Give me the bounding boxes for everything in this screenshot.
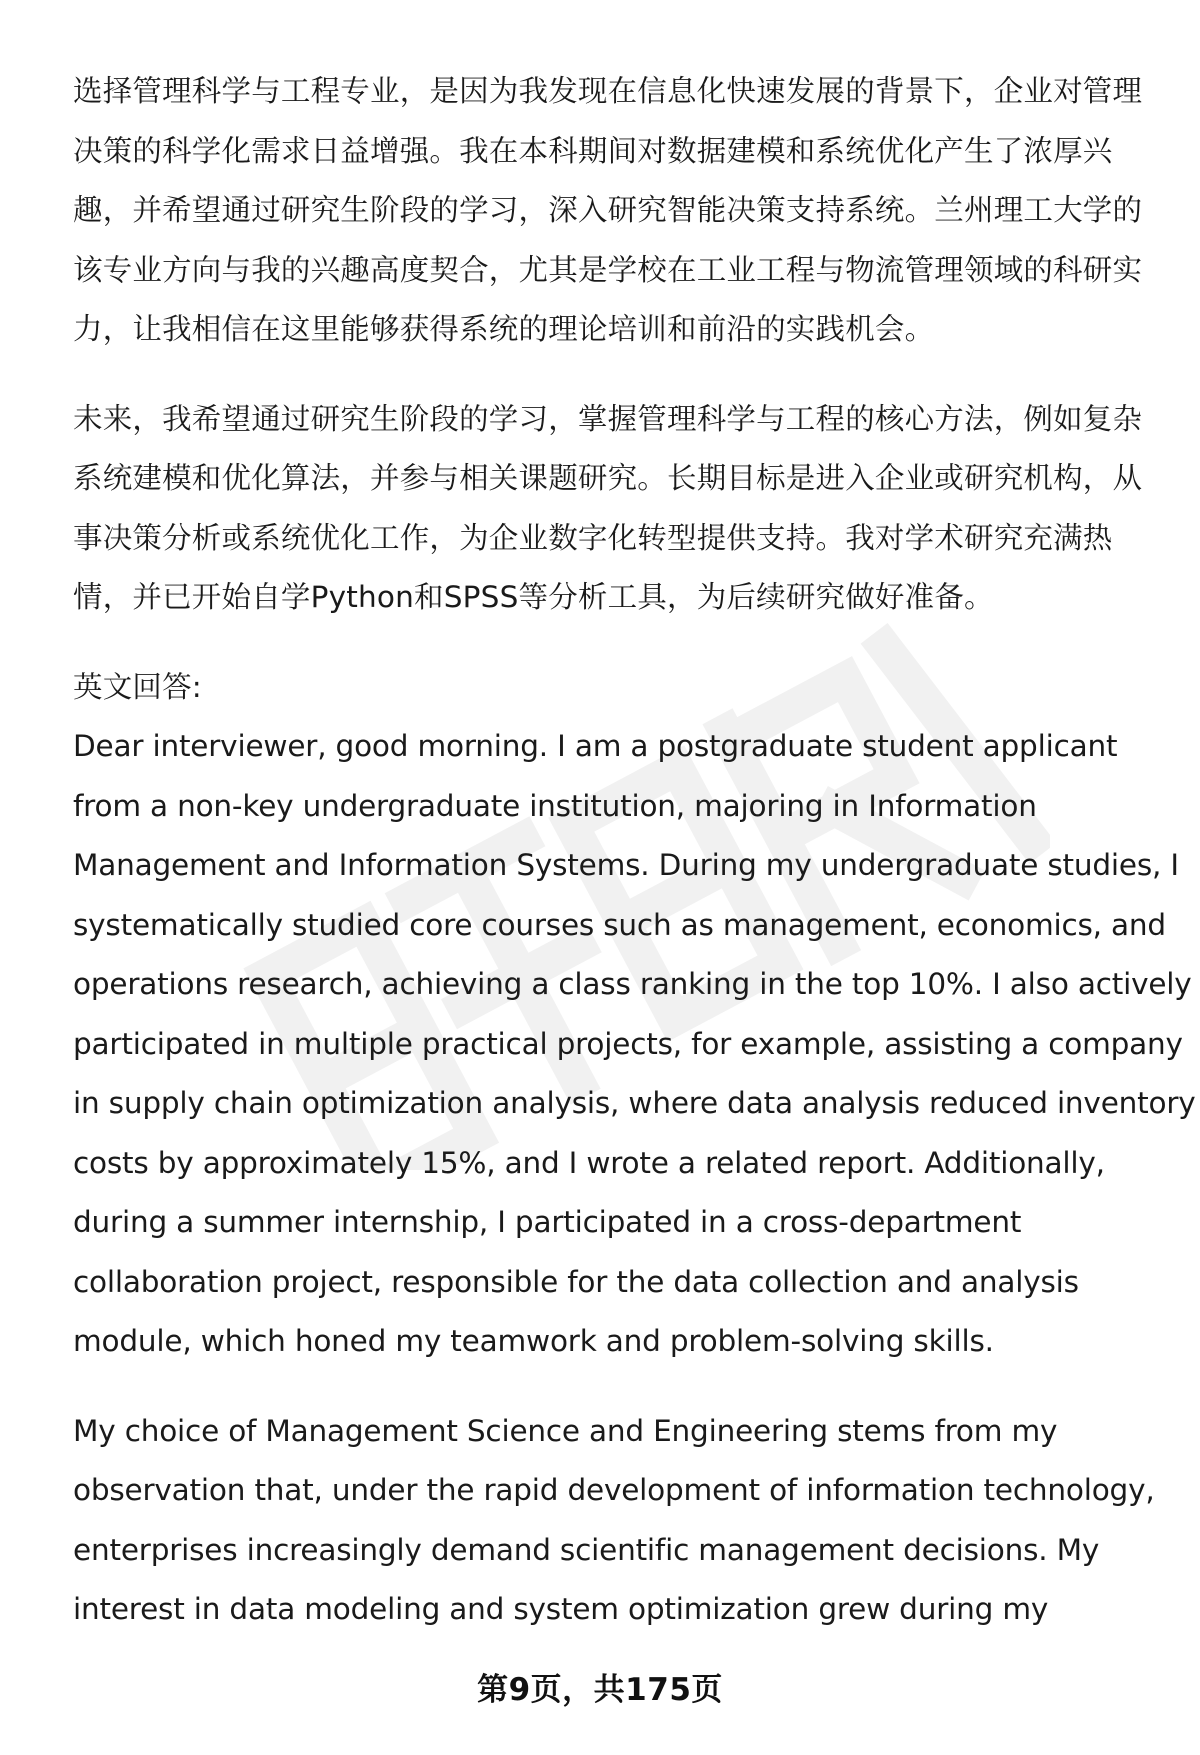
text-line: 该专业方向与我的兴趣高度契合，尤其是学校在工业工程与物流管理领域的科研实 bbox=[73, 252, 1143, 287]
text-line: Management and Information Systems. During my undergraduate studies, I bbox=[73, 848, 1179, 882]
paragraph-spacer bbox=[73, 360, 1153, 390]
chinese-paragraph-1 bbox=[73, 62, 1153, 360]
paragraph-spacer bbox=[73, 628, 1153, 658]
english-paragraph-1 bbox=[73, 717, 1196, 1372]
text-line: systematically studied core courses such as management, economics, and bbox=[73, 907, 1166, 942]
document-body bbox=[73, 62, 1196, 1640]
text-line: participated in multiple practical projects, for example, assisting a company bbox=[73, 1026, 1183, 1061]
text-line: module, which honed my teamwork and problem-solving skills. bbox=[73, 1324, 994, 1358]
text-line: enterprises increasingly demand scientific management decisions. My bbox=[73, 1532, 1100, 1567]
english-paragraph-2 bbox=[73, 1402, 1153, 1640]
text-line: in supply chain optimization analysis, where data analysis reduced inventory bbox=[73, 1086, 1196, 1120]
text-line: observation that, under the rapid development of information technology, bbox=[73, 1473, 1155, 1507]
text-line: during a summer internship, I participated in a cross-department bbox=[73, 1205, 1022, 1239]
text-line: 未来，我希望通过研究生阶段的学习，掌握管理科学与工程的核心方法，例如复杂 bbox=[73, 401, 1143, 436]
page-number-footer: 第9页，共175页 bbox=[477, 1672, 723, 1708]
text-line: 决策的科学化需求日益增强。我在本科期间对数据建模和系统优化产生了浓厚兴 bbox=[73, 133, 1113, 168]
paragraph-spacer bbox=[73, 1372, 1153, 1402]
text-line: costs by approximately 15%, and I wrote a related report. Additionally, bbox=[73, 1145, 1105, 1180]
text-line: interest in data modeling and system optimization grew during my bbox=[73, 1592, 1049, 1626]
text-line: 情，并已开始自学Python和SPSS等分析工具，为后续研究做好准备。 bbox=[73, 580, 994, 614]
text-line: 趣，并希望通过研究生阶段的学习，深入研究智能决策支持系统。兰州理工大学的 bbox=[73, 193, 1143, 227]
text-line: 选择管理科学与工程专业，是因为我发现在信息化快速发展的背景下，企业对管理 bbox=[73, 74, 1143, 108]
text-line: from a non-key undergraduate institution, majoring in Information bbox=[73, 788, 1037, 823]
text-line: operations research, achieving a class ranking in the top 10%. I also actively bbox=[73, 967, 1192, 1001]
text-line: 系统建模和优化算法，并参与相关课题研究。长期目标是进入企业或研究机构，从 bbox=[73, 461, 1143, 495]
chinese-paragraph-2 bbox=[73, 390, 1153, 628]
text-line: My choice of Management Science and Engineering stems from my bbox=[73, 1413, 1058, 1448]
text-line: Dear interviewer, good morning. I am a postgraduate student applicant bbox=[73, 729, 1118, 763]
text-line: collaboration project, responsible for the data collection and analysis bbox=[73, 1264, 1079, 1299]
text-line: 事决策分析或系统优化工作，为企业数字化转型提供支持。我对学术研究充满热 bbox=[73, 520, 1113, 555]
english-answer-label: 英文回答: bbox=[73, 669, 202, 704]
text-line: 力，让我相信在这里能够获得系统的理论培训和前沿的实践机会。 bbox=[73, 312, 935, 346]
